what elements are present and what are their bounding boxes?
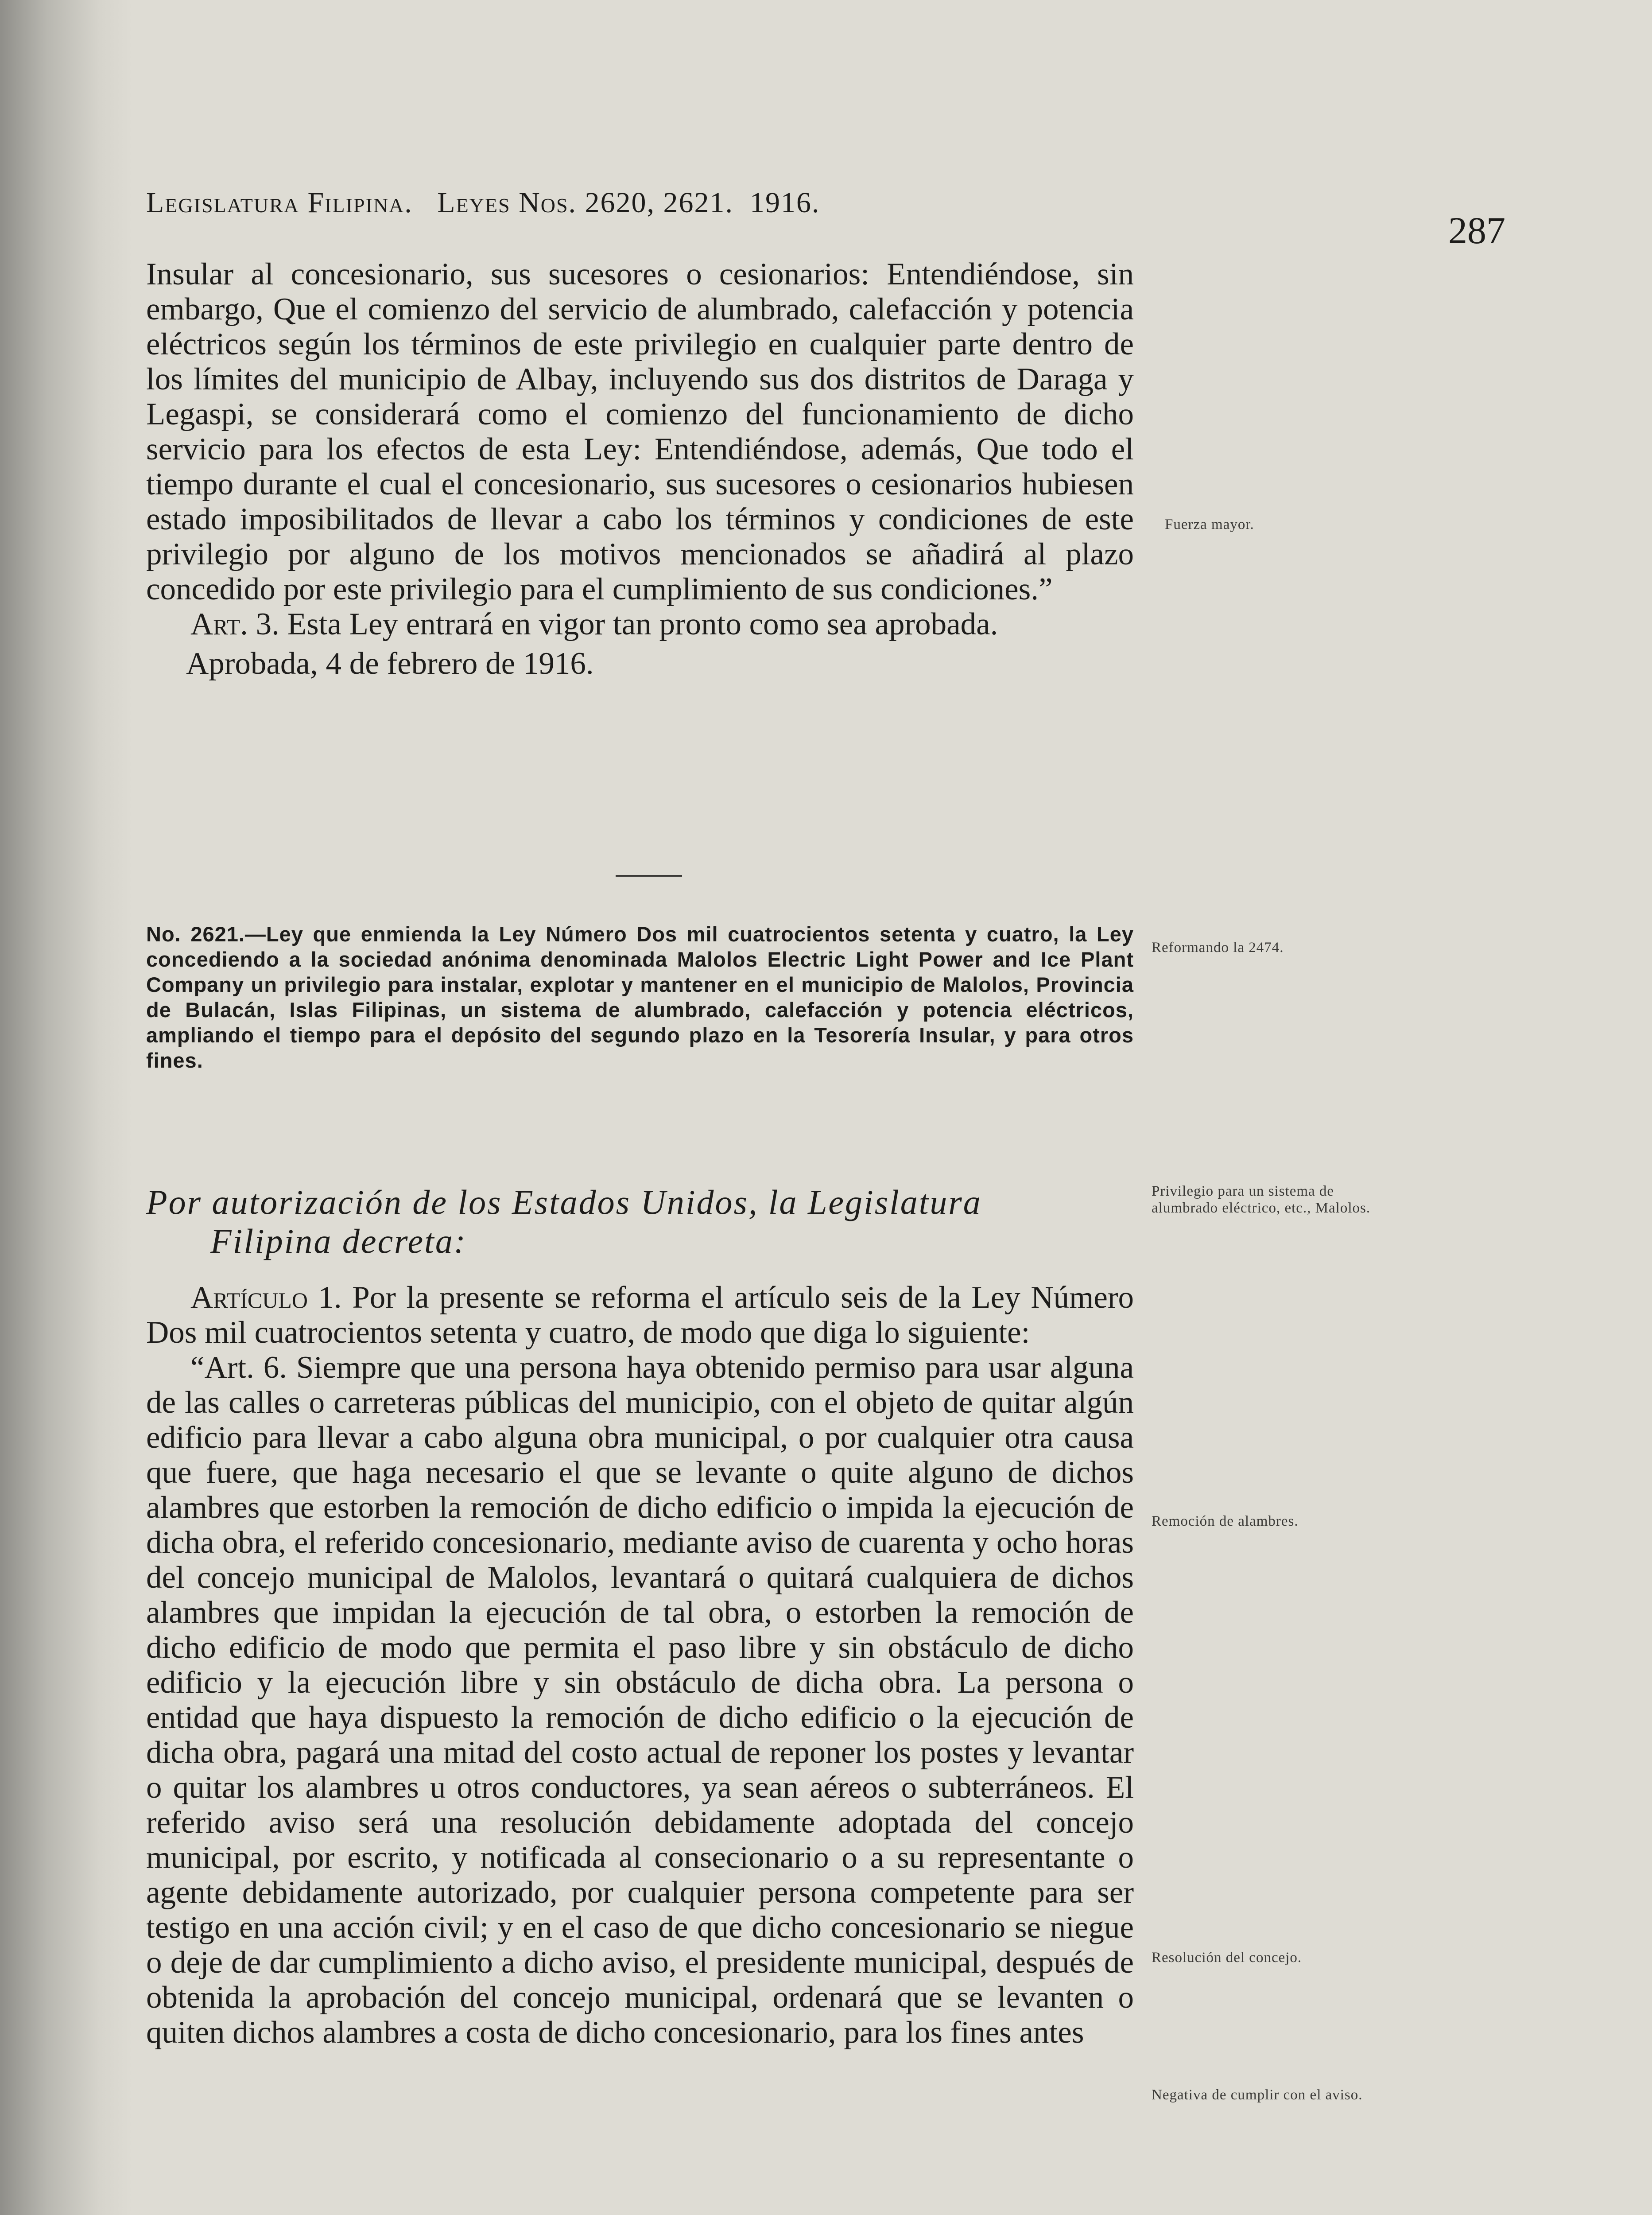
header-title-right: Leyes Nos. 2620, 2621. [437, 187, 734, 219]
article-1 [146, 1280, 1134, 1350]
margin-note-negativa: Negativa de cumplir con el aviso. [1152, 2087, 1363, 2103]
article-3 [146, 607, 1134, 642]
margin-note-remocion: Remoción de alambres. [1152, 1513, 1299, 1529]
section-divider [616, 875, 682, 877]
article-1-label: Artículo 1. [190, 1280, 342, 1315]
article-6-quote: “Art. 6. Siempre que una persona haya obtenido permiso para usar alguna de las calles o carreteras públicas del municipio, con el objeto de quitar algún edificio para llevar a cabo alguna obra municipal, o por cualquier otra causa que fuere, que haga necesario el que se levante o quite alguno de dichos alambres que estorben la remoción de dicho edificio o impida la ejecución de dicha obra, el referido concesionario, mediante aviso de cuarenta y ocho horas del concejo municipal de Malolos, levantará o quitará cualquiera de dichos alambres que impidan la ejecución de tal obra, o estorben la remoción de dicho edificio de modo que permita el paso libre y sin obstáculo de dicho edificio y la ejecución libre y sin obstáculo de dicha obra. La persona o entidad que haya dispuesto la remoción de dicho edificio o la ejecución de dicha obra, pagará una mitad del costo actual de reponer los postes y levantar o quitar los alambres u otros conductores, ya sean aéreos o subterráneos. El referido aviso será una resolución debidamente adoptada del concejo municipal, por escrito, y notificada al consecionario o a su representante o agente debidamente autorizado, por cualquier persona competente para ser testigo en una acción civil; y en el caso de que dicho concesionario se niegue o deje de dar cumplimiento a dicho aviso, el presidente municipal, después de obtenida la aprobación del concejo municipal, ordenará que se levanten o quiten dichos alambres a costa de dicho concesionario, para los fines antes [146, 1350, 1134, 2050]
running-header [146, 186, 1165, 220]
law-2621-body [146, 1280, 1134, 2050]
article-3-label: Art. 3. [190, 607, 279, 641]
law-2621-summary: No. 2621.—Ley que enmienda la Ley Número Dos mil cuatrocientos setenta y cuatro, la Ley concediendo a la sociedad anónima denominada Malolos Electric Light Power and Ice Plant Company un privilegio para instalar, explotar y mantener en el municipio de Malolos, Provincia de Bulacán, Islas Filipinas, un sistema de alumbrado, calefacción y potencia eléctricos, ampliando el tiempo para el depósito del segundo plazo en la Tesorería Insular, y para otros fines. [146, 922, 1134, 1072]
header-year: 1916. [750, 187, 820, 219]
page-number: 287 [1448, 209, 1505, 252]
page-edge-shadow [0, 0, 133, 2215]
enacting-clause-line-2: Filipina decreta: [210, 1222, 467, 1260]
continued-section [146, 257, 1134, 681]
approval-date: Aprobada, 4 de febrero de 1916. [186, 646, 594, 681]
enacting-clause [146, 1183, 1134, 1261]
margin-note-fuerza-mayor: Fuerza mayor. [1165, 517, 1254, 532]
header-title-left: Legislatura Filipina. [146, 187, 413, 219]
margin-note-privilegio: Privilegio para un sistema de alumbrado eléctrico, etc., Malolos. [1152, 1183, 1371, 1216]
article-1-text: Por la presente se reforma el artículo seis de la Ley Número Dos mil cuatrocientos setenta y cuatro, de modo que diga lo siguiente: [146, 1280, 1134, 1350]
enacting-clause-line-1: Por autorización de los Estados Unidos, la Legislatura [146, 1183, 982, 1221]
continued-paragraph: Insular al concesionario, sus sucesores o cesionarios: Entendiéndose, sin embargo, Que el comienzo del servicio de alumbrado, calefacción y potencia eléctricos según los términos de este privilegio en cualquier parte dentro de los límites del municipio de Albay, incluyendo sus dos distritos de Daraga y Legaspi, se considerará como el comienzo del funcionamiento de dicho servicio para los efectos de esta Ley: Entendiéndose, además, Que todo el tiempo durante el cual el concesionario, sus sucesores o cesionarios hubiesen estado imposibilitados de llevar a cabo los términos y condiciones de este privilegio por alguno de los motivos mencionados se añadirá al plazo concedido por este privilegio para el cumplimiento de sus condiciones.” [146, 257, 1134, 606]
margin-note-resolucion: Resolución del concejo. [1152, 1950, 1302, 1966]
article-3-text: Esta Ley entrará en vigor tan pronto como sea aprobada. [279, 607, 998, 641]
margin-note-reformando: Reformando la 2474. [1152, 940, 1284, 956]
